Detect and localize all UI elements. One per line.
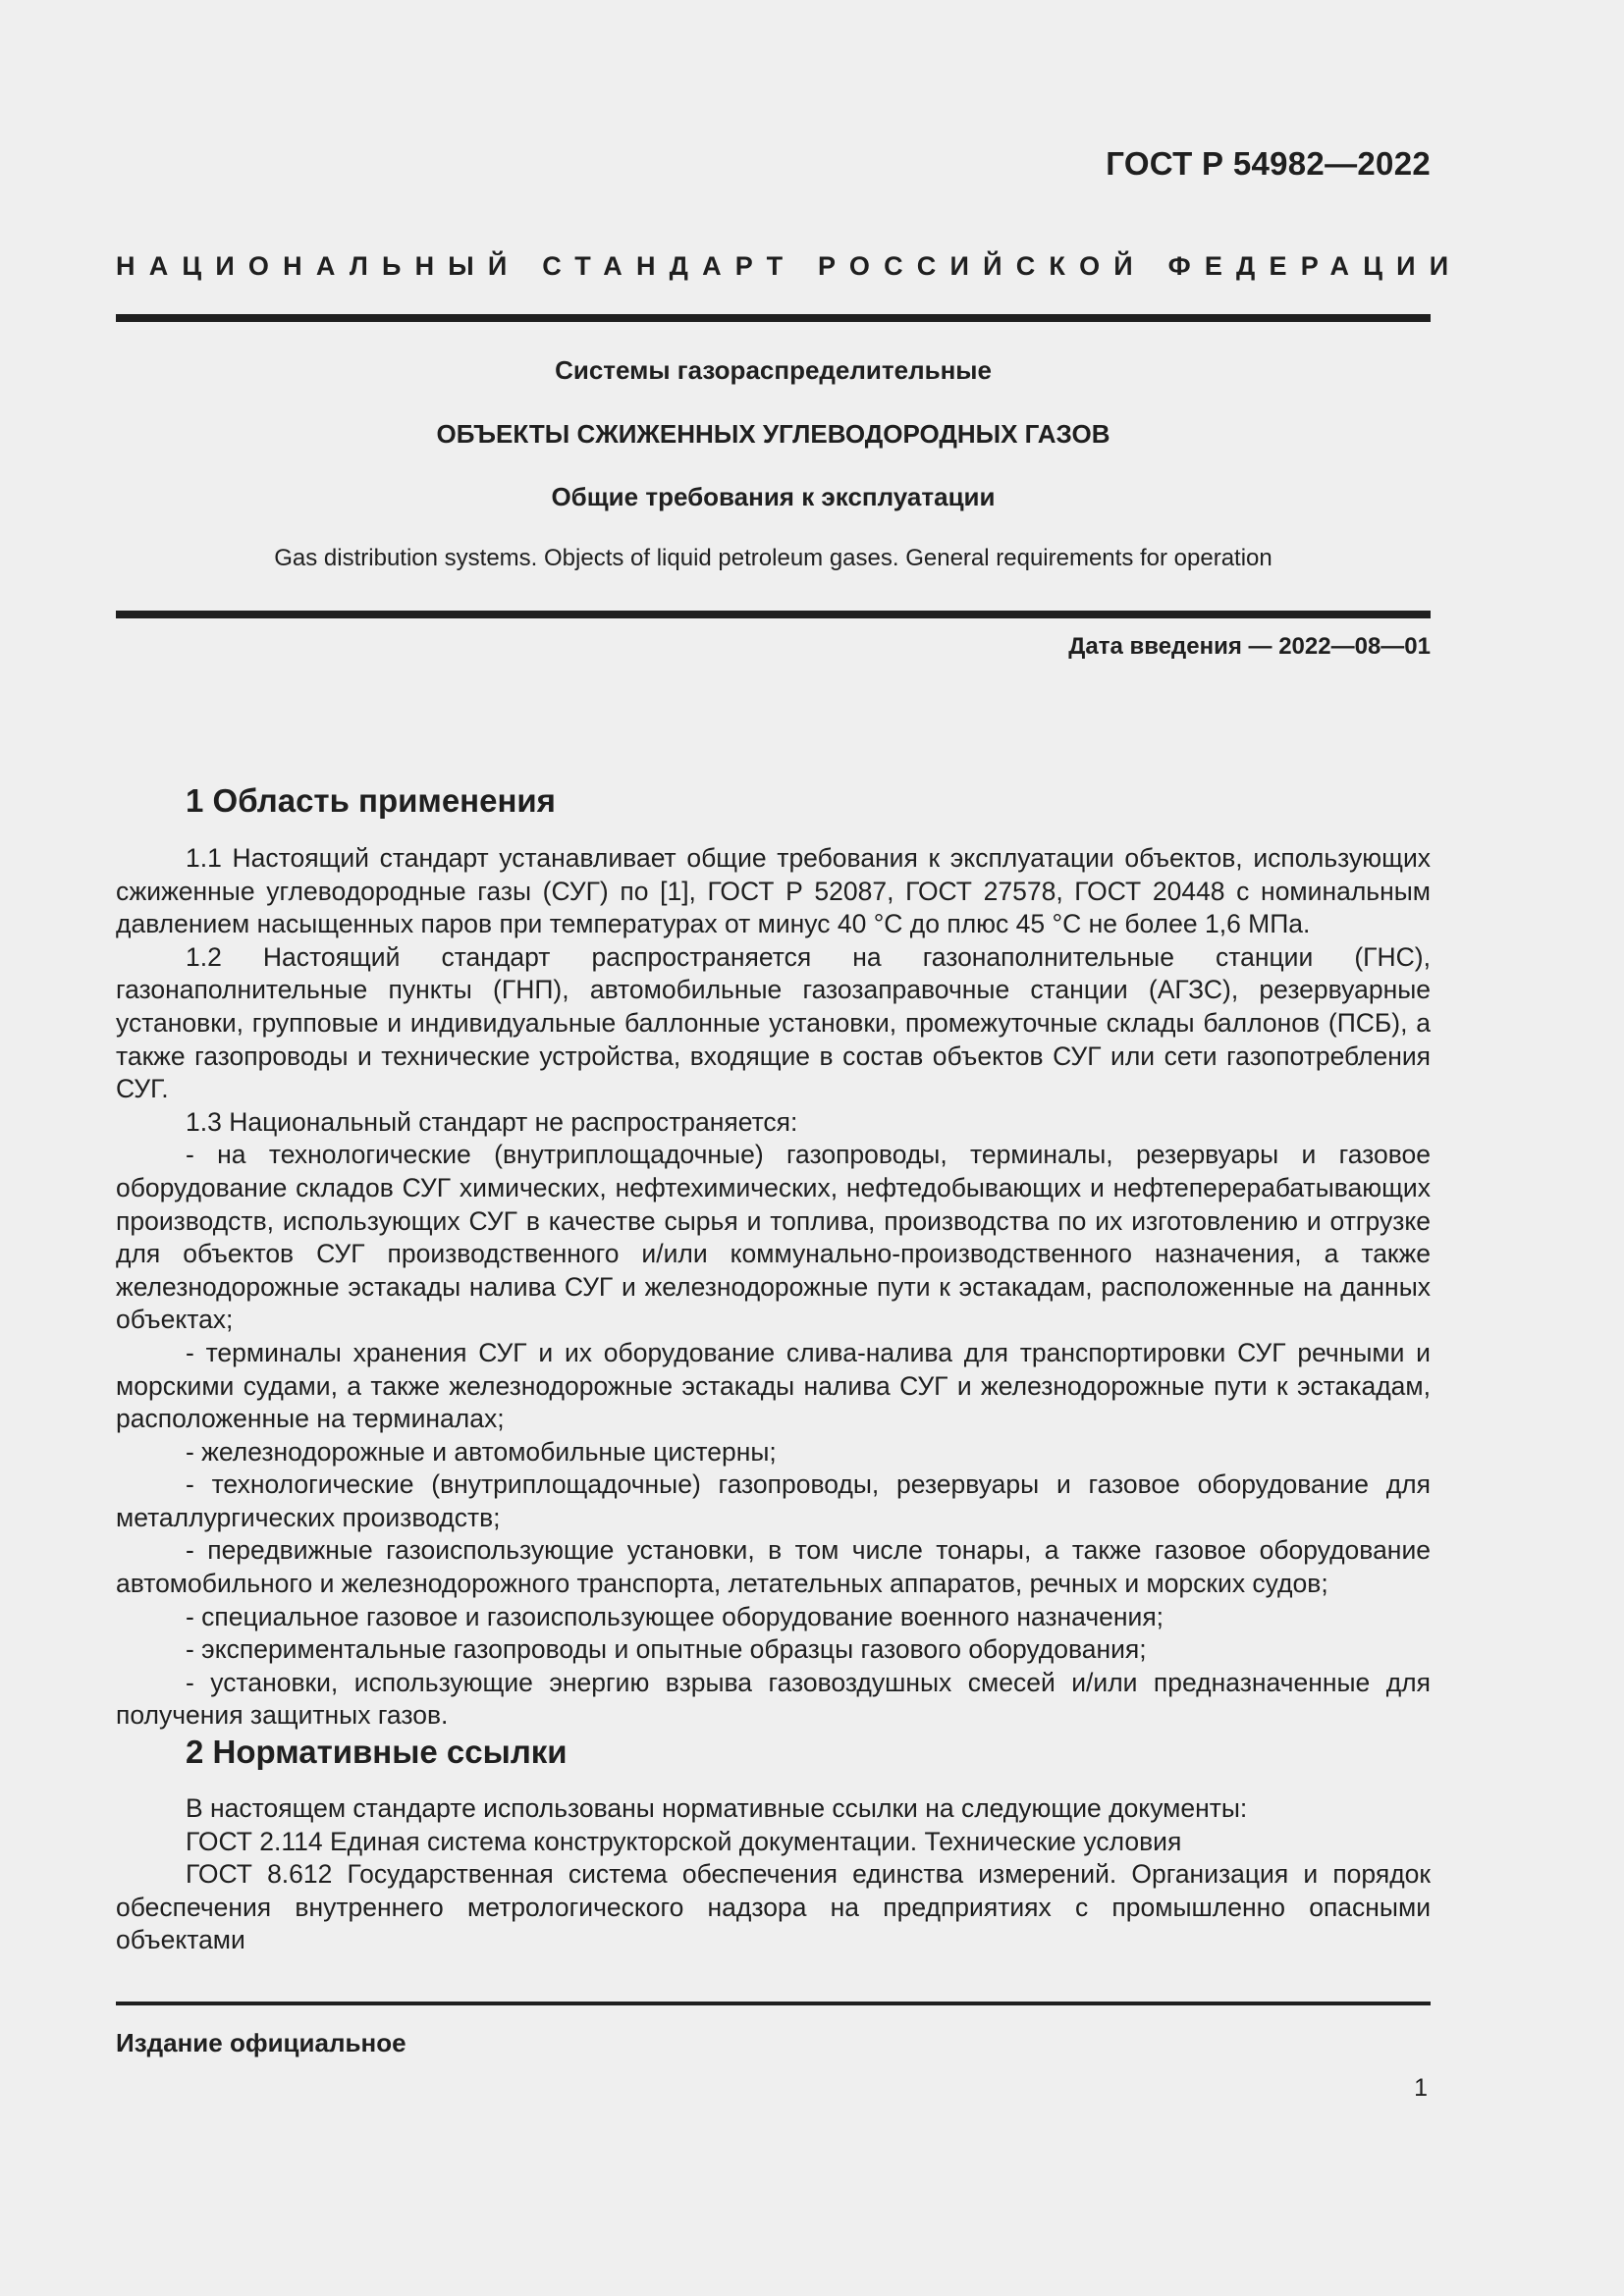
introduction-date: Дата введения — 2022—08—01	[1068, 633, 1431, 660]
national-standard-banner: НАЦИОНАЛЬНЫЙ СТАНДАРТ РОССИЙСКОЙ ФЕДЕРАЦИИ	[116, 251, 1463, 281]
title-line-3: Общие требования к эксплуатации	[551, 482, 996, 511]
footer-divider	[116, 2002, 1431, 2005]
section-1-heading: 1 Область применения	[186, 782, 556, 819]
section-1-body	[116, 842, 1431, 1733]
title-line-2: ОБЪЕКТЫ СЖИЖЕННЫХ УГЛЕВОДОРОДНЫХ ГАЗОВ	[436, 419, 1110, 449]
section-2-heading: 2 Нормативные ссылки	[186, 1734, 568, 1770]
list-item: - терминалы хранения СУГ и их оборудование слива-налива для транспортировки СУГ речными и морскими судами, а также железнодорожные эстакады налива СУГ и железнодорожные пути к эстакадам, расположенные на терминалах;	[116, 1337, 1431, 1434]
list-item: - железнодорожные и автомобильные цистерны;	[186, 1436, 777, 1467]
reference-item: ГОСТ 2.114 Единая система конструкторской документации. Технические условия	[186, 1826, 1182, 1856]
list-item: - на технологические (внутриплощадочные) газопроводы, терминалы, резервуары и газовое оборудование складов СУГ химических, нефтехимических, нефтедобывающих и нефтеперерабатывающих производств, использующих СУГ в качестве сырья и топлива, производства по их изготовлению и отгрузке для объектов СУГ производственного и/или коммунально-производственного назначения, а также железнодорожные эстакады налива СУГ и железнодорожные пути к эстакадам, расположенные на данных объектах;	[116, 1140, 1431, 1335]
reference-item: ГОСТ 8.612 Государственная система обеспечения единства измерений. Организация и порядок обеспечения внутреннего метрологического надзора на предприятиях с промышленно опасными объектами	[116, 1859, 1431, 1955]
paragraph-2-intro: В настоящем стандарте использованы нормативные ссылки на следующие документы:	[186, 1793, 1248, 1823]
document-code: ГОСТ Р 54982—2022	[1106, 145, 1431, 182]
list-item: - технологические (внутриплощадочные) газопроводы, резервуары и газовое оборудование для металлургических производств;	[116, 1469, 1431, 1532]
list-item: - экспериментальные газопроводы и опытные образцы газового оборудования;	[186, 1634, 1147, 1665]
section-2-body	[116, 1792, 1431, 1957]
official-edition-label: Издание официальное	[116, 2028, 406, 2057]
list-item: - специальное газовое и газоиспользующее оборудование военного назначения;	[186, 1601, 1164, 1631]
list-item: - установки, использующие энергию взрыва газовоздушных смесей и/или предназначенные для получения защитных газов.	[116, 1667, 1431, 1731]
paragraph-1-1: 1.1 Настоящий стандарт устанавливает общие требования к эксплуатации объектов, использующих сжиженные углеводородные газы (СУГ) по [1], ГОСТ Р 52087, ГОСТ 27578, ГОСТ 20448 с номинальным давлением насыщенных паров при температурах от минус 40 °С до плюс 45 °С не более 1,6 МПа.	[116, 843, 1431, 939]
top-divider	[116, 314, 1431, 322]
title-divider	[116, 611, 1431, 618]
page-number: 1	[1414, 2074, 1428, 2102]
title-line-1: Системы газораспределительные	[555, 355, 992, 385]
list-item: - передвижные газоиспользующие установки, в том числе тонары, а также газовое оборудование автомобильного и железнодорожного транспорта, летательных аппаратов, речных и морских судов;	[116, 1535, 1431, 1599]
paragraph-1-3: 1.3 Национальный стандарт не распространяется:	[186, 1106, 798, 1137]
paragraph-1-2: 1.2 Настоящий стандарт распространяется на газонаполнительные станции (ГНС), газонаполнительные пункты (ГНП), автомобильные газозаправочные станции (АГЗС), резервуарные установки, групповые и индивидуальные баллонные установки, промежуточные склады баллонов (ПСБ), а также газопроводы и технические устройства, входящие в состав объектов СУГ или сети газопотребления СУГ.	[116, 941, 1431, 1104]
english-title: Gas distribution systems. Objects of liquid petroleum gases. General requirements for operation	[274, 545, 1272, 571]
